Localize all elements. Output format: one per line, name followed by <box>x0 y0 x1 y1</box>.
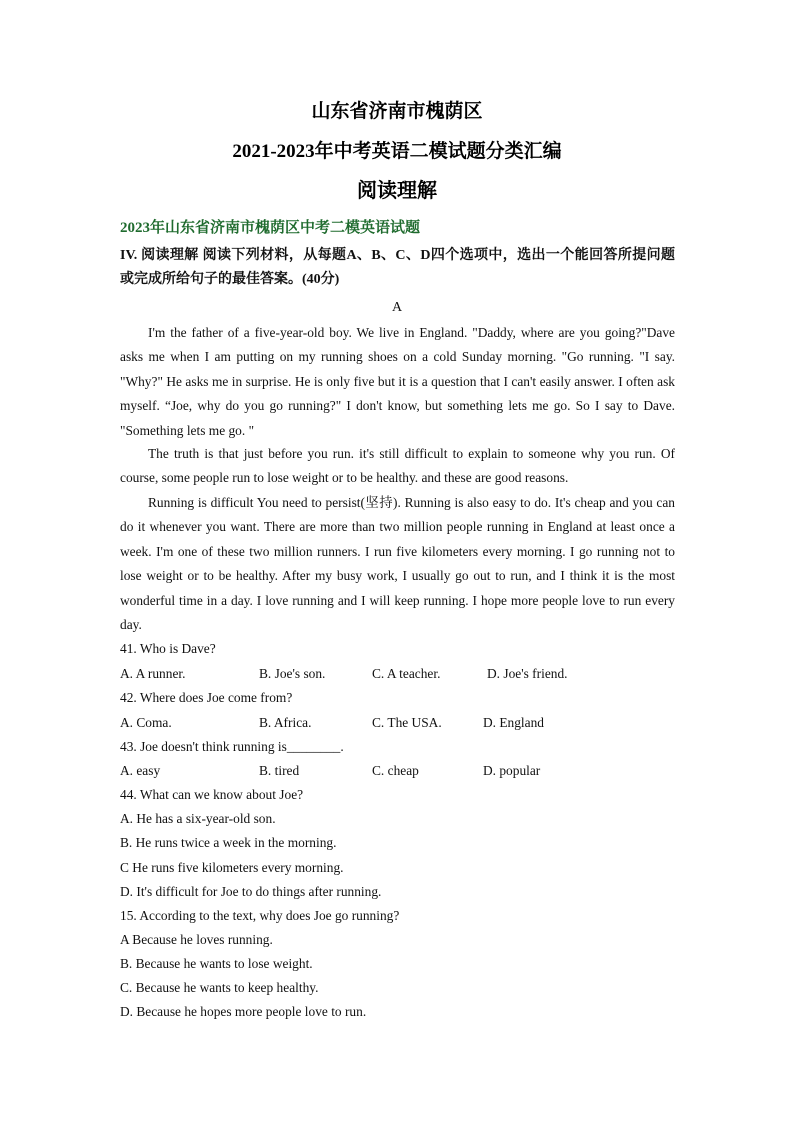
q15-option-a: A Because he loves running. <box>120 932 273 947</box>
passage-paragraph-1 <box>120 321 675 443</box>
q15-option-c: C. Because he wants to keep healthy. <box>120 980 319 995</box>
q15-option-d: D. Because he hopes more people love to run. <box>120 1004 367 1019</box>
title-topic: 阅读理解 <box>357 180 437 202</box>
q44-option-a: A. He has a six-year-old son. <box>120 811 276 826</box>
q42-option-b: B. Africa. <box>259 715 312 730</box>
title-subject: 2021-2023年中考英语二模试题分类汇编 <box>232 141 562 162</box>
q44-option-b: B. He runs twice a week in the morning. <box>120 835 337 850</box>
title-region: 山东省济南市槐荫区 <box>311 101 483 122</box>
q43-option-c: C. cheap <box>372 763 419 778</box>
q44-option-c: C He runs five kilometers every morning. <box>120 860 344 875</box>
question-44: 44. What can we know about Joe? <box>120 787 304 802</box>
q41-option-a: A. A runner. <box>120 666 186 681</box>
passage-paragraph-2 <box>120 442 675 491</box>
paragraph-1-text: I'm the father of a five-year-old boy. We live in England. "Daddy, where are you going?"Dave asks me when I am putting on my running shoes on a cold Sunday morning. "Go running. "I say. "Why?" He asks me in surprise. He is only five but it is a question that I can't easily answer. I often ask myself. “Joe, why do you go running?" I don't know, but something lets me go. So I say to Dave. "Something lets me go. " <box>120 325 675 438</box>
q43-option-d: D. popular <box>483 763 541 778</box>
q42-option-d: D. England <box>483 715 544 730</box>
passage-paragraph-3 <box>120 491 675 637</box>
question-41: 41. Who is Dave? <box>120 641 216 656</box>
question-42: 42. Where does Joe come from? <box>120 690 293 705</box>
q42-option-a: A. Coma. <box>120 715 172 730</box>
q15-option-b: B. Because he wants to lose weight. <box>120 956 313 971</box>
q43-option-a: A. easy <box>120 763 161 778</box>
q43-option-b: B. tired <box>259 763 300 778</box>
paragraph-2-text: The truth is that just before you run. it's still difficult to explain to someone why you run. Of course, some people run to lose weight or to be healthy. and these are good reasons. <box>120 446 675 486</box>
question-15: 15. According to the text, why does Joe go running? <box>120 908 400 923</box>
q41-option-c: C. A teacher. <box>372 666 441 681</box>
q42-option-c: C. The USA. <box>372 715 442 730</box>
paragraph-3-text: Running is difficult You need to persist(坚持). Running is also easy to do. It's cheap and you can do it whenever you want. There are more than two million people running in England at least once a week. I'm one of these two million runners. I run five kilometers every morning. I go running not to lose weight or to be healthy. After my busy work, I usually go out to run, and I think it is the most wonderful time in a day. I love running and I will keep running. I hope more people love to run every day. <box>120 495 675 633</box>
passage-label: A <box>391 300 403 315</box>
section-heading: 2023年山东省济南市槐荫区中考二模英语试题 <box>120 220 421 236</box>
q41-option-d: D. Joe's friend. <box>487 666 568 681</box>
question-43: 43. Joe doesn't think running is________. <box>120 739 344 754</box>
q44-option-d: D. It's difficult for Joe to do things after running. <box>120 884 382 899</box>
q41-option-b: B. Joe's son. <box>259 666 326 681</box>
instruction-line-2: 或完成所给句子的最佳答案。(40分) <box>120 272 340 287</box>
instruction-line-1: IV. 阅读理解 阅读下列材料，从每题A、B、C、D四个选项中，选出一个能回答所提问题 <box>120 248 675 263</box>
